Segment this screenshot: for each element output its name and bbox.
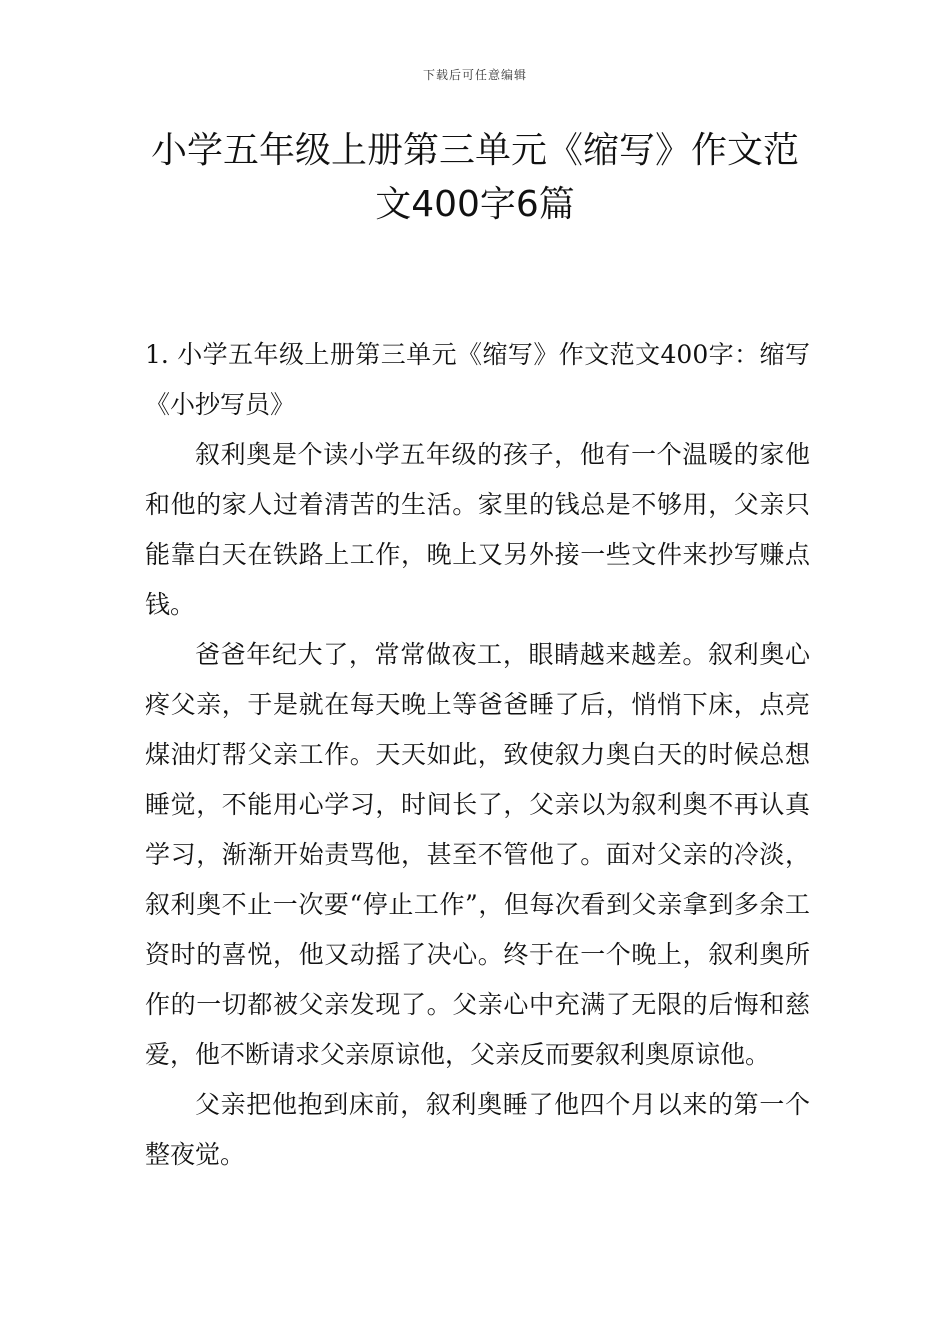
article-body — [145, 330, 810, 1180]
article-heading: 1. 小学五年级上册第三单元《缩写》作文范文400字：缩写《小抄写员》 — [145, 340, 810, 419]
document-title — [150, 124, 800, 232]
header-note: 下载后可任意编辑 — [422, 68, 527, 82]
title-line-1: 小学五年级上册第三单元《缩写》作文范 — [150, 130, 799, 171]
paragraph-3: 父亲把他抱到床前，叙利奥睡了他四个月以来的第一个整夜觉。 — [145, 1090, 810, 1169]
paragraph-2: 爸爸年纪大了，常常做夜工，眼睛越来越差。叙利奥心疼父亲，于是就在每天晚上等爸爸睡了后，悄悄下床，点亮煤油灯帮父亲工作。天天如此，致使叙力奥白天的时候总想睡觉，不能用心学习，时间长了，父亲以为叙利奥不再认真学习，渐渐开始责骂他，甚至不管他了。面对父亲的冷淡，叙利奥不止一次要“停止工作”，但每次看到父亲拿到多余工资时的喜悦，他又动摇了决心。终于在一个晚上，叙利奥所作的一切都被父亲发现了。父亲心中充满了无限的后悔和慈爱，他不断请求父亲原谅他，父亲反而要叙利奥原谅他。 — [145, 640, 810, 1069]
paragraph-1: 叙利奥是个读小学五年级的孩子，他有一个温暖的家他和他的家人过着清苦的生活。家里的钱总是不够用，父亲只能靠白天在铁路上工作，晚上又另外接一些文件来抄写赚点钱。 — [145, 440, 810, 619]
title-line-2: 文400字6篇 — [375, 184, 575, 225]
